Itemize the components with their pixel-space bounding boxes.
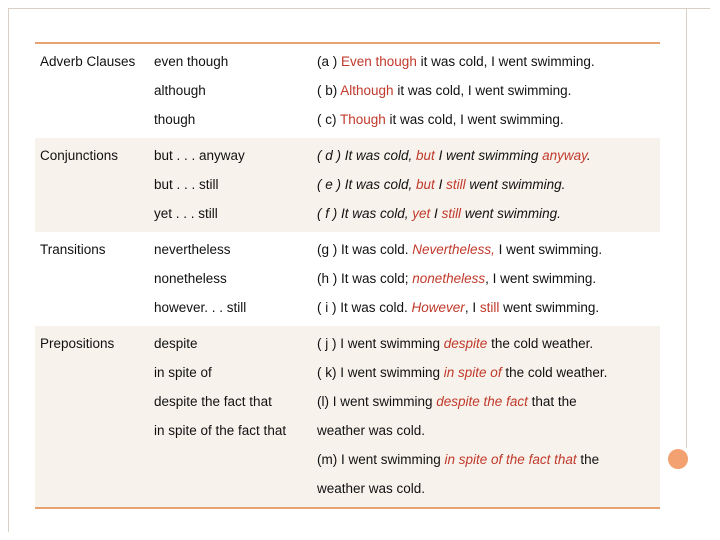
example-sentence: (a ) Even though it was cold, I went swimming. bbox=[317, 54, 595, 69]
connector-word: despite bbox=[154, 336, 198, 351]
connector-word: despite the fact that bbox=[154, 394, 272, 409]
connector-word: but . . . anyway bbox=[154, 148, 245, 163]
example-sentence: ( e ) It was cold, but I still went swimming. bbox=[317, 177, 566, 192]
connector-word: in spite of the fact that bbox=[154, 423, 287, 438]
example-sentence: (h ) It was cold; nonetheless, I went swimming. bbox=[317, 271, 597, 286]
table-row bbox=[35, 47, 660, 76]
example-sentence: ( k) I went swimming in spite of the cold weather. bbox=[317, 365, 608, 380]
table-row bbox=[35, 387, 660, 416]
category-label: Conjunctions bbox=[40, 148, 119, 163]
example-sentence: (l) I went swimming despite the fact that the bbox=[317, 394, 577, 409]
group-conjunctions bbox=[35, 138, 660, 232]
table-row bbox=[35, 358, 660, 387]
table-row bbox=[35, 76, 660, 105]
connector-word: however. . . still bbox=[154, 300, 247, 315]
connector-word: but . . . still bbox=[154, 177, 219, 192]
connector-word: though bbox=[154, 112, 196, 127]
example-sentence: ( j ) I went swimming despite the cold weather. bbox=[317, 336, 594, 351]
group-adverb-clauses bbox=[35, 44, 660, 138]
category-label: Transitions bbox=[40, 242, 106, 257]
category-label: Prepositions bbox=[40, 336, 115, 351]
category-label: Adverb Clauses bbox=[40, 54, 136, 69]
expressions-table bbox=[35, 42, 660, 509]
connector-word: nevertheless bbox=[154, 242, 231, 257]
table-row bbox=[35, 105, 660, 134]
connector-word: even though bbox=[154, 54, 229, 69]
connector-word: yet . . . still bbox=[154, 206, 218, 221]
table-row bbox=[35, 416, 660, 445]
group-prepositions bbox=[35, 326, 660, 507]
connector-word: nonetheless bbox=[154, 271, 227, 286]
table-row bbox=[35, 264, 660, 293]
example-sentence: weather was cold. bbox=[317, 481, 426, 496]
slide-frame-right-border bbox=[686, 8, 687, 448]
example-sentence: (m) I went swimming in spite of the fact that the bbox=[317, 452, 600, 467]
table-row bbox=[35, 235, 660, 264]
table-row bbox=[35, 170, 660, 199]
example-sentence: ( f ) It was cold, yet I still went swimming. bbox=[317, 206, 561, 221]
example-sentence: weather was cold. bbox=[317, 423, 426, 438]
example-sentence: ( d ) It was cold, but I went swimming anyway. bbox=[317, 148, 591, 163]
connector-word: in spite of bbox=[154, 365, 212, 380]
connector-word: although bbox=[154, 83, 206, 98]
example-sentence: ( c) Though it was cold, I went swimming. bbox=[317, 112, 564, 127]
table-row bbox=[35, 329, 660, 358]
table-row bbox=[35, 293, 660, 322]
group-transitions bbox=[35, 232, 660, 326]
table-row bbox=[35, 141, 660, 170]
table-row bbox=[35, 199, 660, 228]
example-sentence: (g ) It was cold. Nevertheless, I went swimming. bbox=[317, 242, 603, 257]
decorative-dot bbox=[668, 449, 688, 469]
example-sentence: ( i ) It was cold. However, I still went swimming. bbox=[317, 300, 600, 315]
table-row bbox=[35, 445, 660, 474]
example-sentence: ( b) Although it was cold, I went swimming. bbox=[317, 83, 572, 98]
table-row bbox=[35, 474, 660, 503]
